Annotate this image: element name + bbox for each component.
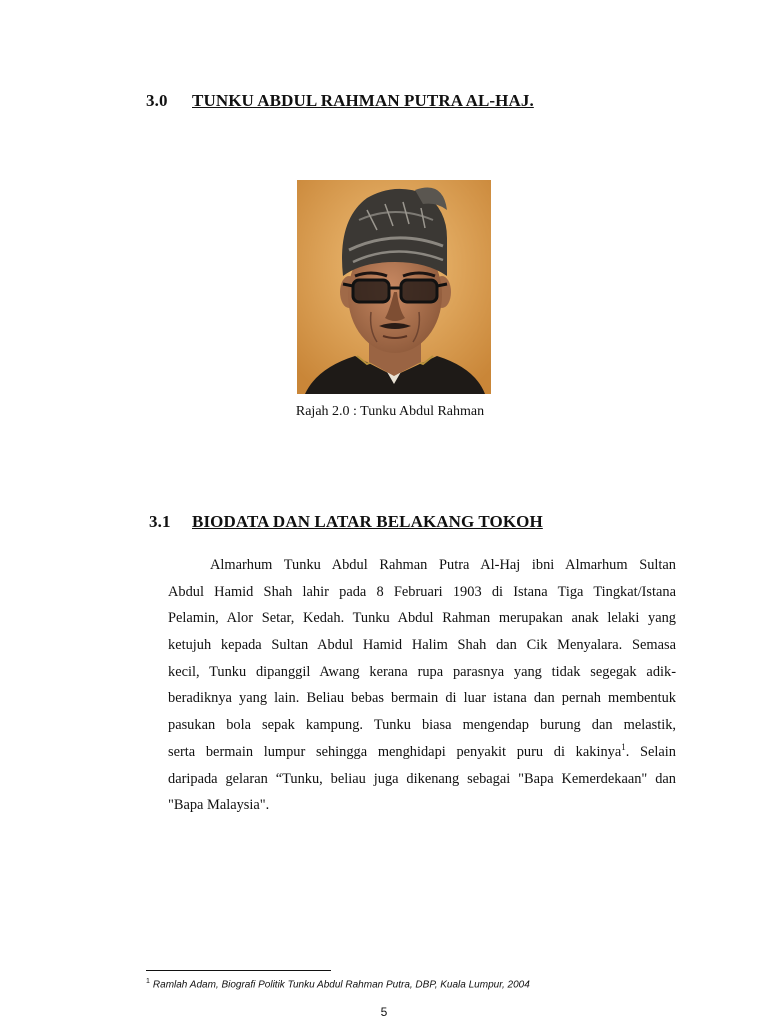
footnote-divider	[146, 970, 331, 971]
line-text: . Selain	[625, 743, 676, 760]
section-heading-3-1	[149, 512, 579, 536]
paragraph-line: "Bapa Malaysia".	[168, 797, 270, 814]
paragraph-line-footnote	[168, 739, 676, 766]
section-title: TUNKU ABDUL RAHMAN PUTRA AL-HAJ.	[192, 91, 534, 110]
paragraph-line: pasukan bola sepak kampung. Tunku biasa mengendap burung dan melastik,	[168, 717, 676, 734]
portrait-image	[297, 180, 491, 394]
paragraph-line: daripada gelaran “Tunku, beliau juga dikenang sebagai "Bapa Kemerdekaan" dan	[168, 770, 676, 787]
paragraph-line: Pelamin, Alor Setar, Kedah. Tunku Abdul Rahman merupakan anak lelaki yang	[168, 610, 676, 627]
paragraph-line: Almarhum Tunku Abdul Rahman Putra Al-Haj ibni Almarhum Sultan	[210, 557, 676, 573]
footnote-text: Ramlah Adam, Biografi Politik Tunku Abdul Rahman Putra, DBP, Kuala Lumpur, 2004	[152, 979, 530, 991]
biodata-paragraph	[168, 552, 676, 819]
footnote-reference: 1	[621, 742, 626, 753]
section-number: 3.0	[146, 91, 168, 110]
portrait-drawing	[297, 180, 491, 394]
footnote	[146, 978, 530, 990]
footnote-marker: 1	[146, 978, 150, 985]
paragraph-line: ketujuh kepada Sultan Abdul Hamid Halim Shah dan Cik Menyalara. Semasa	[168, 637, 676, 654]
section-title: BIODATA DAN LATAR BELAKANG TOKOH	[192, 512, 543, 531]
figure-caption: Rajah 2.0 : Tunku Abdul Rahman	[295, 404, 485, 419]
line-text: serta bermain lumpur sehingga menghidapi penyakit puru di kakinya	[168, 743, 622, 760]
paragraph-line: kecil, Tunku dipanggil Awang kerana rupa parasnya yang tidak segegak adik-	[168, 663, 676, 680]
page-number: 5	[380, 1005, 388, 1019]
section-heading-3-0	[146, 91, 566, 115]
section-number: 3.1	[149, 512, 171, 531]
paragraph-line: Abdul Hamid Shah lahir pada 8 Februari 1903 di Istana Tiga Tingkat/Istana	[168, 583, 676, 600]
paragraph-line: beradiknya yang lain. Beliau bebas bermain di luar istana dan pernah membentuk	[168, 690, 676, 707]
